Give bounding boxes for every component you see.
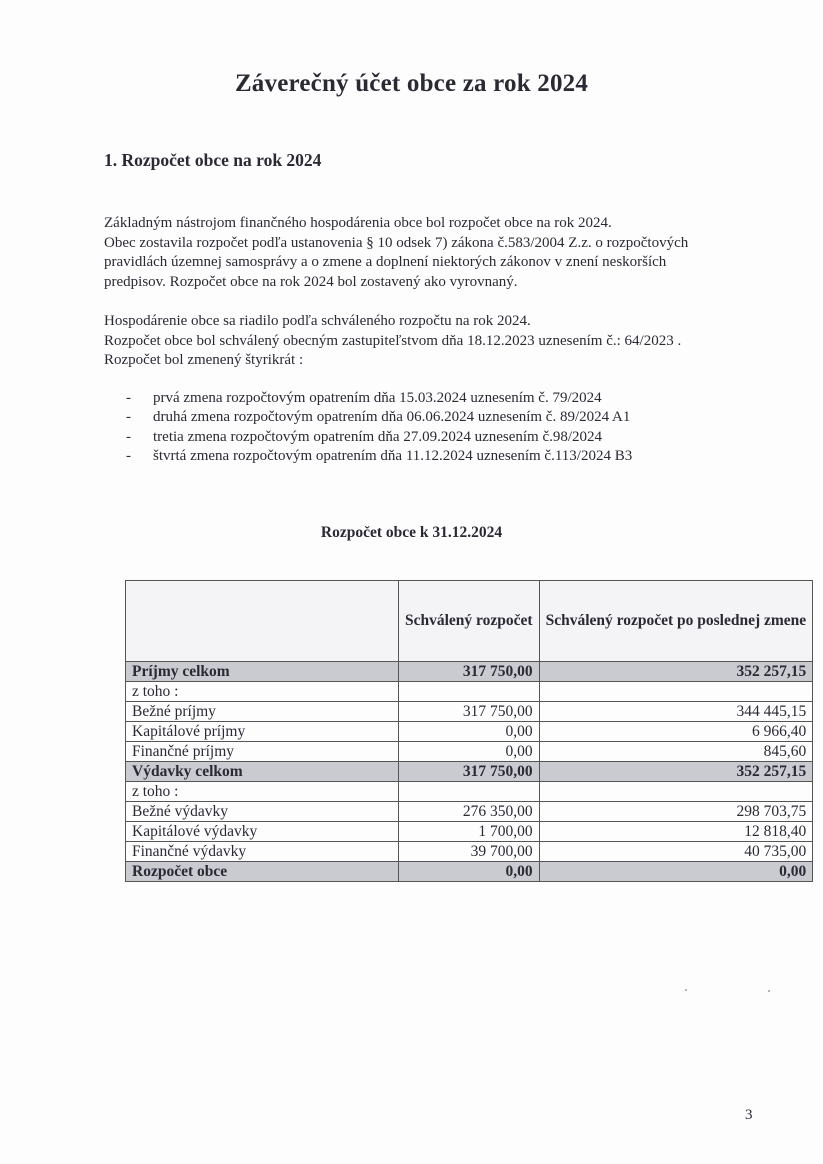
amended-budget-cell bbox=[539, 782, 813, 802]
table-total-row bbox=[126, 762, 813, 782]
approved-budget-cell: 1 700,00 bbox=[399, 822, 540, 842]
bullet-dash: - bbox=[126, 409, 131, 426]
row-label-cell: z toho : bbox=[126, 782, 399, 802]
budget-table bbox=[125, 580, 813, 882]
paragraph-line: Obec zostavila rozpočet podľa ustanovenia § 10 odsek 7) zákona č.583/2004 Z.z. o rozpočtových bbox=[104, 234, 689, 251]
amended-budget-cell: 12 818,40 bbox=[539, 822, 813, 842]
approved-budget-cell: 39 700,00 bbox=[399, 842, 540, 862]
table-total-row bbox=[126, 662, 813, 682]
intro-paragraph bbox=[104, 214, 756, 292]
table-header-cell: Schválený rozpočet bbox=[399, 581, 540, 662]
table-row bbox=[126, 782, 813, 802]
amendments-list bbox=[126, 389, 632, 466]
amended-budget-cell: 352 257,15 bbox=[539, 762, 813, 782]
paragraph-line: Hospodárenie obce sa riadilo podľa schváleného rozpočtu na rok 2024. bbox=[104, 313, 531, 329]
row-label-cell: Bežné výdavky bbox=[126, 802, 399, 822]
section-heading: 1. Rozpočet obce na rok 2024 bbox=[104, 150, 322, 170]
table-row bbox=[126, 802, 813, 822]
table-total-row bbox=[126, 862, 813, 882]
bullet-dash: - bbox=[126, 447, 131, 464]
approved-budget-cell: 0,00 bbox=[399, 862, 540, 882]
table-header-row bbox=[126, 581, 813, 662]
amended-budget-cell: 352 257,15 bbox=[539, 662, 813, 682]
amended-budget-cell: 6 966,40 bbox=[539, 722, 813, 742]
paragraph-line: Rozpočet bol zmenený štyrikrát : bbox=[104, 352, 304, 368]
amendment-text: tretia zmena rozpočtovým opatrením dňa 27.09.2024 uznesením č.98/2024 bbox=[153, 428, 603, 445]
approval-paragraph bbox=[104, 312, 756, 371]
paragraph-line: pravidlách územnej samosprávy a o zmene a doplnení niektorých zákonov v znení neskorších bbox=[104, 254, 667, 270]
row-label-cell: Bežné príjmy bbox=[126, 702, 399, 722]
table-body bbox=[126, 662, 813, 882]
paragraph-line: Rozpočet obce bol schválený obecným zastupiteľstvom dňa 18.12.2023 uznesením č.: 64/2023 . bbox=[104, 332, 682, 349]
row-label-cell: Rozpočet obce bbox=[126, 862, 399, 882]
bullet-dash: - bbox=[126, 390, 131, 406]
approved-budget-cell: 0,00 bbox=[399, 722, 540, 742]
table-row bbox=[126, 822, 813, 842]
paragraph-line: Základným nástrojom finančného hospodárenia obce bol rozpočet obce na rok 2024. bbox=[104, 215, 612, 231]
list-item bbox=[126, 389, 632, 408]
scan-speck bbox=[768, 990, 770, 992]
table-row bbox=[126, 742, 813, 762]
approved-budget-cell: 276 350,00 bbox=[399, 802, 540, 822]
table-row bbox=[126, 722, 813, 742]
list-item bbox=[126, 408, 632, 427]
table-header-cell bbox=[126, 581, 399, 662]
amended-budget-cell: 298 703,75 bbox=[539, 802, 813, 822]
amended-budget-cell: 0,00 bbox=[539, 862, 813, 882]
row-label-cell: Finančné výdavky bbox=[126, 842, 399, 862]
list-item bbox=[126, 447, 632, 466]
amendment-text: prvá zmena rozpočtovým opatrením dňa 15.03.2024 uznesením č. 79/2024 bbox=[153, 390, 602, 406]
row-label-cell: Príjmy celkom bbox=[126, 662, 399, 682]
row-label-cell: Finančné príjmy bbox=[126, 742, 399, 762]
table-row bbox=[126, 682, 813, 702]
approved-budget-cell: 0,00 bbox=[399, 742, 540, 762]
amended-budget-cell bbox=[539, 682, 813, 702]
approved-budget-cell bbox=[399, 682, 540, 702]
row-label-cell: Výdavky celkom bbox=[126, 762, 399, 782]
table-row bbox=[126, 842, 813, 862]
amended-budget-cell: 845,60 bbox=[539, 742, 813, 762]
document-title: Záverečný účet obce za rok 2024 bbox=[234, 70, 589, 97]
amendment-text: druhá zmena rozpočtovým opatrením dňa 06.06.2024 uznesením č. 89/2024 A1 bbox=[153, 409, 631, 426]
bullet-dash: - bbox=[126, 428, 131, 445]
paragraph-line: predpisov. Rozpočet obce na rok 2024 bol zostavený ako vyrovnaný. bbox=[104, 273, 518, 290]
page-number: 3 bbox=[745, 1107, 753, 1123]
approved-budget-cell bbox=[399, 782, 540, 802]
row-label-cell: Kapitálové výdavky bbox=[126, 822, 399, 842]
amended-budget-cell: 40 735,00 bbox=[539, 842, 813, 862]
amendment-text: štvrtá zmena rozpočtovým opatrením dňa 11.12.2024 uznesením č.113/2024 B3 bbox=[153, 447, 633, 464]
row-label-cell: z toho : bbox=[126, 682, 399, 702]
approved-budget-cell: 317 750,00 bbox=[399, 702, 540, 722]
approved-budget-cell: 317 750,00 bbox=[399, 662, 540, 682]
amended-budget-cell: 344 445,15 bbox=[539, 702, 813, 722]
table-row bbox=[126, 702, 813, 722]
approved-budget-cell: 317 750,00 bbox=[399, 762, 540, 782]
table-title: Rozpočet obce k 31.12.2024 bbox=[320, 524, 503, 541]
row-label-cell: Kapitálové príjmy bbox=[126, 722, 399, 742]
list-item bbox=[126, 428, 632, 447]
table-header-cell: Schválený rozpočet po poslednej zmene bbox=[539, 581, 813, 662]
scan-speck bbox=[685, 989, 687, 991]
